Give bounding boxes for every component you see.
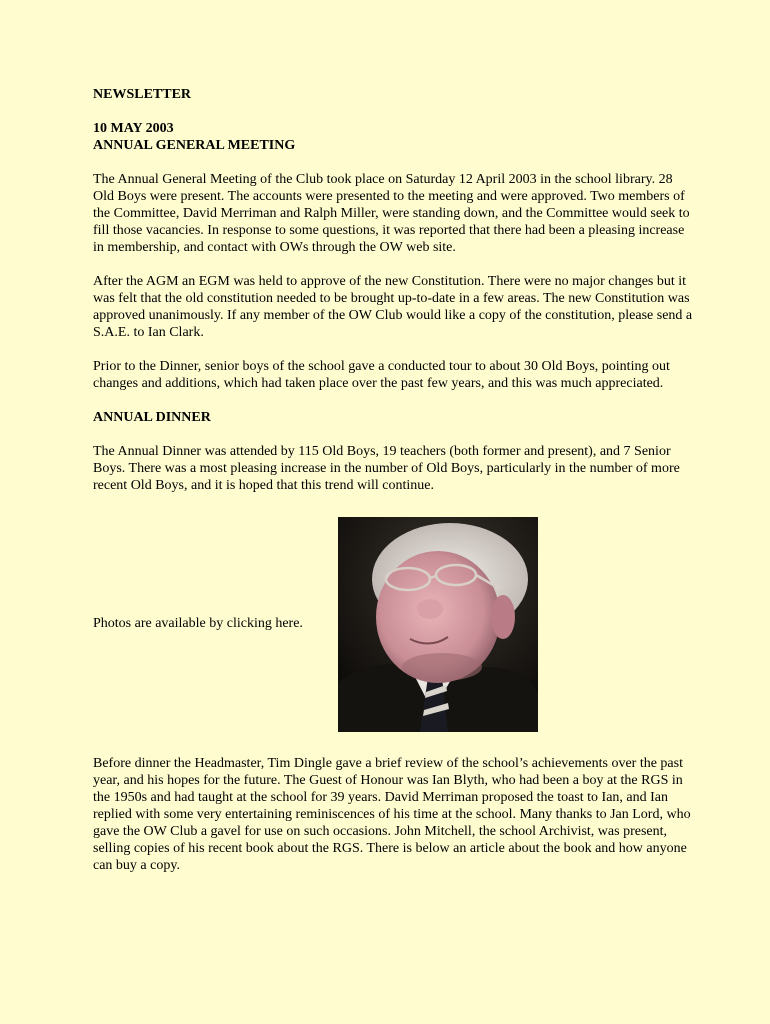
photos-caption bbox=[93, 615, 303, 632]
dinner-paragraph: The Annual Dinner was attended by 115 Old Boys, 19 teachers (both former and present), and 7 Senior Boys. There was a most pleasing increase in the number of Old Boys, particularly in the number of more recent Old Boys, and it is hoped that this trend will continue. bbox=[93, 444, 680, 493]
photos-link[interactable]: Photos are available by clicking here. bbox=[93, 616, 303, 631]
agm-paragraph-1: The Annual General Meeting of the Club took place on Saturday 12 April 2003 in the school library. 28 Old Boys were present. The accounts were presented to the meeting and were approved. Two members of the Committee, David Merriman and Ralph Miller, were standing down, and the Committee would seek to fill those vacancies. In response to some questions, it was reported that there had been a pleasing increase in membership, and contact with OWs through the OW web site. bbox=[93, 172, 690, 255]
newsletter-title: NEWSLETTER bbox=[93, 87, 192, 102]
agm-heading: ANNUAL GENERAL MEETING bbox=[93, 138, 296, 153]
agm-paragraph-3: Prior to the Dinner, senior boys of the school gave a conducted tour to about 30 Old Boys, pointing out changes and additions, which had taken place over the past few years, and this was much appreciated. bbox=[93, 359, 670, 391]
guest-portrait-image bbox=[338, 517, 538, 732]
guest-photo[interactable] bbox=[338, 517, 538, 732]
photo-section bbox=[93, 517, 693, 733]
annual-dinner-heading: ANNUAL DINNER bbox=[93, 410, 211, 425]
closing-paragraph: Before dinner the Headmaster, Tim Dingle gave a brief review of the school’s achievements over the past year, and his hopes for the future. The Guest of Honour was Ian Blyth, who had been a boy at the RGS in the 1950s and had taught at the school for 39 years. David Merriman proposed the toast to Ian, and Ian replied with some very entertaining reminiscences of his time at the school. Many thanks to Jan Lord, who gave the OW Club a gavel for use on such occasions. John Mitchell, the school Archivist, was present, selling copies of his recent book about the RGS. There is below an article about the book and how anyone can buy a copy. bbox=[93, 756, 691, 873]
agm-paragraph-2: After the AGM an EGM was held to approve of the new Constitution. There were no major changes but it was felt that the old constitution needed to be brought up-to-date in a few areas. The new Constitution was approved unanimously. If any member of the OW Club would like a copy of the constitution, please send a S.A.E. to Ian Clark. bbox=[93, 274, 693, 340]
newsletter-date: 10 MAY 2003 bbox=[93, 121, 174, 136]
newsletter-content bbox=[93, 86, 693, 874]
